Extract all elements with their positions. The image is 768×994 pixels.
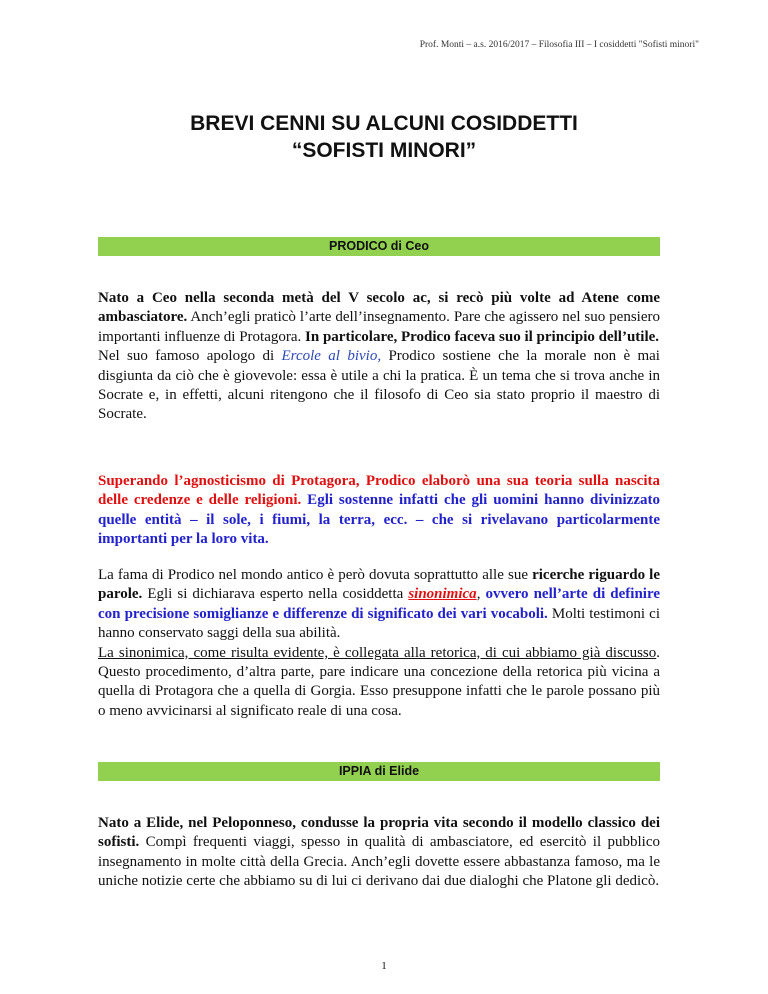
prodico-p1-text-c: Prodico sostiene che la morale non è mai disgiunta da ciò che è giovevole: essa è utile a chi la pratica. È un tema che si trova anche in Socrate e, in effetti, alcuni ritengono che il filosofo di Ceo sia stato proprio il maestro di Socrate. [98, 348, 660, 423]
prodico-p3-text-a: La fama di Prodico nel mondo antico è però dovuta soprattutto alle sue [98, 567, 533, 583]
prodico-p3-text-b: Egli si dichiarava esperto nella cosiddetta [142, 586, 409, 603]
prodico-p3-text-c: Molti testimoni ci hanno conservato saggi della sua abilità. [98, 605, 660, 642]
prodico-p2-red: Superando l’agnosticismo di Protagora, Prodico elaborò una sua teoria sulla nascita delle credenze e delle religioni. [98, 473, 660, 509]
prodico-p3-comma: , [476, 586, 486, 603]
prodico-p1-bold2: In particolare, Prodico faceva suo il principio dell’utile. [305, 328, 660, 345]
prodico-p2-blue: Egli sostenne infatti che gli uomini hanno divinizzato quelle entità – il sole, i fiumi, la terra, ecc. – che si rivelavano particolarmente importanti per la loro vita. [98, 492, 660, 548]
page-number: 1 [381, 960, 387, 972]
prodico-p3-blue: ovvero nell’arte di definire con precisione somiglianze e differenze di significato dei vari vocaboli. [98, 586, 661, 622]
section-heading-prodico: PRODICO di Ceo [98, 237, 660, 256]
ippia-p1-text: Compì frequenti viaggi, spesso in qualità di ambasciatore, ed esercitò il pubblico insegnamento in molte città della Grecia. Anch’egli dovette essere abbastanza famoso, ma le uniche notizie certe che abbiamo su di lui ci derivano dai due dialoghi che Platone gli dedicò. [98, 834, 660, 890]
prodico-paragraph-3 [98, 566, 660, 721]
prodico-paragraph-1 [98, 289, 660, 425]
prodico-p1-text: Anch’egli praticò l’arte dell’insegnamento. Pare che agissero nel suo pensiero importanti influenze di Protagora. [98, 309, 660, 345]
page-title [0, 110, 768, 164]
sinonimica-term: sinonimica [408, 586, 477, 603]
ippia-paragraph-1 [98, 814, 660, 892]
prodico-p3-text-d: . Questo procedimento, d’altra parte, pare indicare una concezione della retorica più vicina a quella di Protagora che a quella di Gorgia. Esso presuppone infatti che le parole possano più o meno avvicinarsi al significato reale di una cosa. [98, 644, 660, 719]
title-line-2: “SOFISTI MINORI” [291, 139, 477, 162]
prodico-paragraph-2 [98, 472, 660, 550]
prodico-p1-bold: Nato a Ceo nella seconda metà del V secolo ac, si recò più volte ad Atene come ambasciatore. [98, 290, 660, 326]
ercole-al-bivio-title: Ercole al bivio, [281, 348, 382, 365]
ippia-p1-bold: Nato a Elide, nel Peloponneso, condusse la propria vita secondo il modello classico dei sofisti. [98, 815, 660, 851]
title-line-1: BREVI CENNI SU ALCUNI COSIDDETTI [190, 112, 578, 135]
prodico-p1-text-b: Nel suo famoso apologo di [98, 348, 282, 365]
prodico-p3-bold: ricerche riguardo le parole. [98, 567, 660, 603]
section-heading-ippia: IPPIA di Elide [98, 762, 660, 781]
prodico-p3-underlined: La sinonimica, come risulta evidente, è collegata alla retorica, di cui abbiamo già discusso [98, 644, 657, 661]
page-header: Prof. Monti – a.s. 2016/2017 – Filosofia III – I cosiddetti "Sofisti minori" [419, 40, 699, 50]
